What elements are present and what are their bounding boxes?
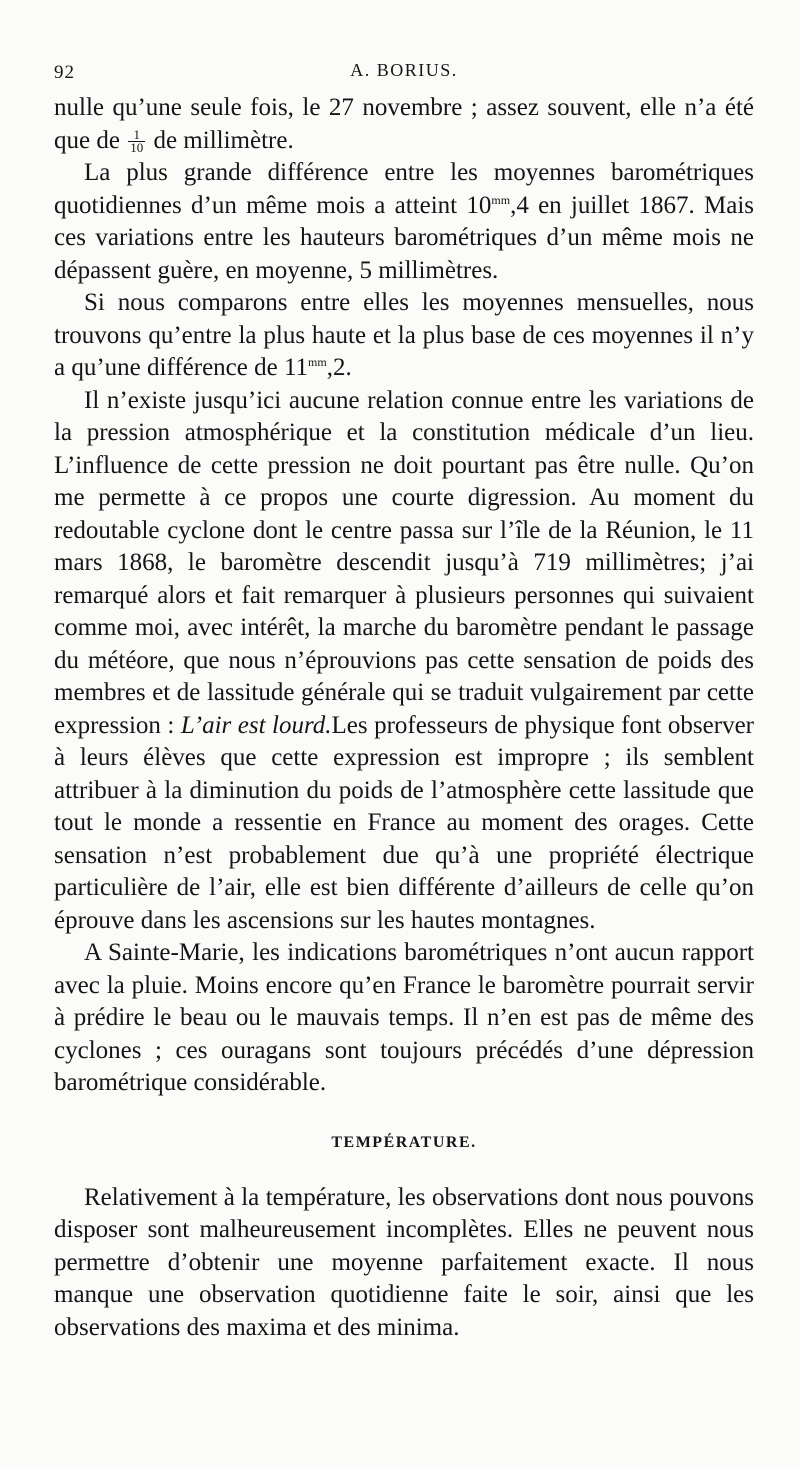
paragraph-6: Relativement à la température, les observations dont nous pouvons disposer sont malheureusement incomplètes. Elles ne peuvent nous permettre d’obtenir une moyenne parfaitement exacte. Il nous manque une observation quotidienne faite le soir, ainsi que les observations des maxima et des minima.: [54, 1183, 754, 1341]
section-heading: TEMPÉRATURE.: [331, 1133, 477, 1151]
paragraph-1-text-b: de millimètre.: [147, 126, 294, 154]
italic-phrase: L’air est lourd.: [180, 711, 332, 739]
fraction-one-tenth: [128, 129, 145, 154]
paragraph-4-text-b: Les professeurs de physique font observer à leurs élèves que cette expression est impropre ; ils semblent attribuer à la diminution du poids de l’atmosphère cette lassitude que tout le monde a ressentie en France au moment des orages. Cette sensation n’est probablement due qu’à une propriété électrique particulière de l’air, elle est bien différente d’ailleurs de celle qu’on éprouve dans les ascensions sur les hautes montagnes.: [54, 711, 754, 934]
paragraph-1-text-a: nulle qu’une seule fois, le 27 novembre ; assez souvent, elle n’a été que de: [54, 94, 754, 154]
paragraph-4: [54, 385, 754, 938]
page-number: 92: [54, 62, 75, 83]
running-title: A. BORIUS.: [350, 60, 458, 80]
paragraph-3: [54, 287, 754, 385]
paragraph-5: A Sainte-Marie, les indications barométriques n’ont aucun rapport avec la pluie. Moins encore qu’en France le baromètre pourrait servir à prédire le beau ou le mauvais temps. Il n’en est pas de même des cyclones ; ces ouragans sont toujours précédés d’une dépression barométrique considérable.: [54, 939, 754, 1096]
paragraph-2-text-a: La plus grande différence entre les moyennes barométriques quotidiennes d’un même mois a atteint 10: [54, 159, 754, 219]
page-header: [54, 58, 754, 92]
fraction-denominator: 10: [130, 140, 144, 156]
paragraph-3-text-a: Si nous comparons entre elles les moyennes mensuelles, nous trouvons qu’entre la plus haute et la plus base de ces moyennes il n’y a qu’une différence de 11: [54, 289, 754, 381]
paragraph-1: [54, 92, 754, 157]
paragraph-4-text-a: Il n’existe jusqu’ici aucune relation connue entre les variations de la pression atmosphérique et la constitution médicale d’un lieu. L’influence de cette pression ne doit pourtant pas être nulle. Qu’on me permette à ce propos une courte digression. Au moment du redoutable cyclone dont le centre passa sur l’île de la Réunion, le 11 mars 1868, le baromètre descendit jusqu’à 719 millimètres; j’ai remarqué alors et fait remarquer à plusieurs personnes qui suivaient comme moi, avec intérêt, la marche du baromètre pendant le passage du météore, que nous n’éprouvions pas cette sensation de poids des membres et de lassitude générale qui se traduit vulgairement par cette expression :: [54, 386, 754, 739]
unit-superscript: mm: [491, 192, 511, 207]
paragraph-3-text-b: ,2.: [326, 354, 352, 381]
paragraph-2-text-b: ,4 en juillet 1867. Mais ces variations entre les hauteurs barométriques d’un même mois ne dépassent guère, en moyenne, 5 millimètres.: [54, 191, 754, 284]
book-page: [54, 58, 754, 1344]
fraction-numerator: 1: [128, 129, 145, 142]
paragraph-2: [54, 157, 754, 287]
unit-superscript: mm: [308, 355, 327, 369]
